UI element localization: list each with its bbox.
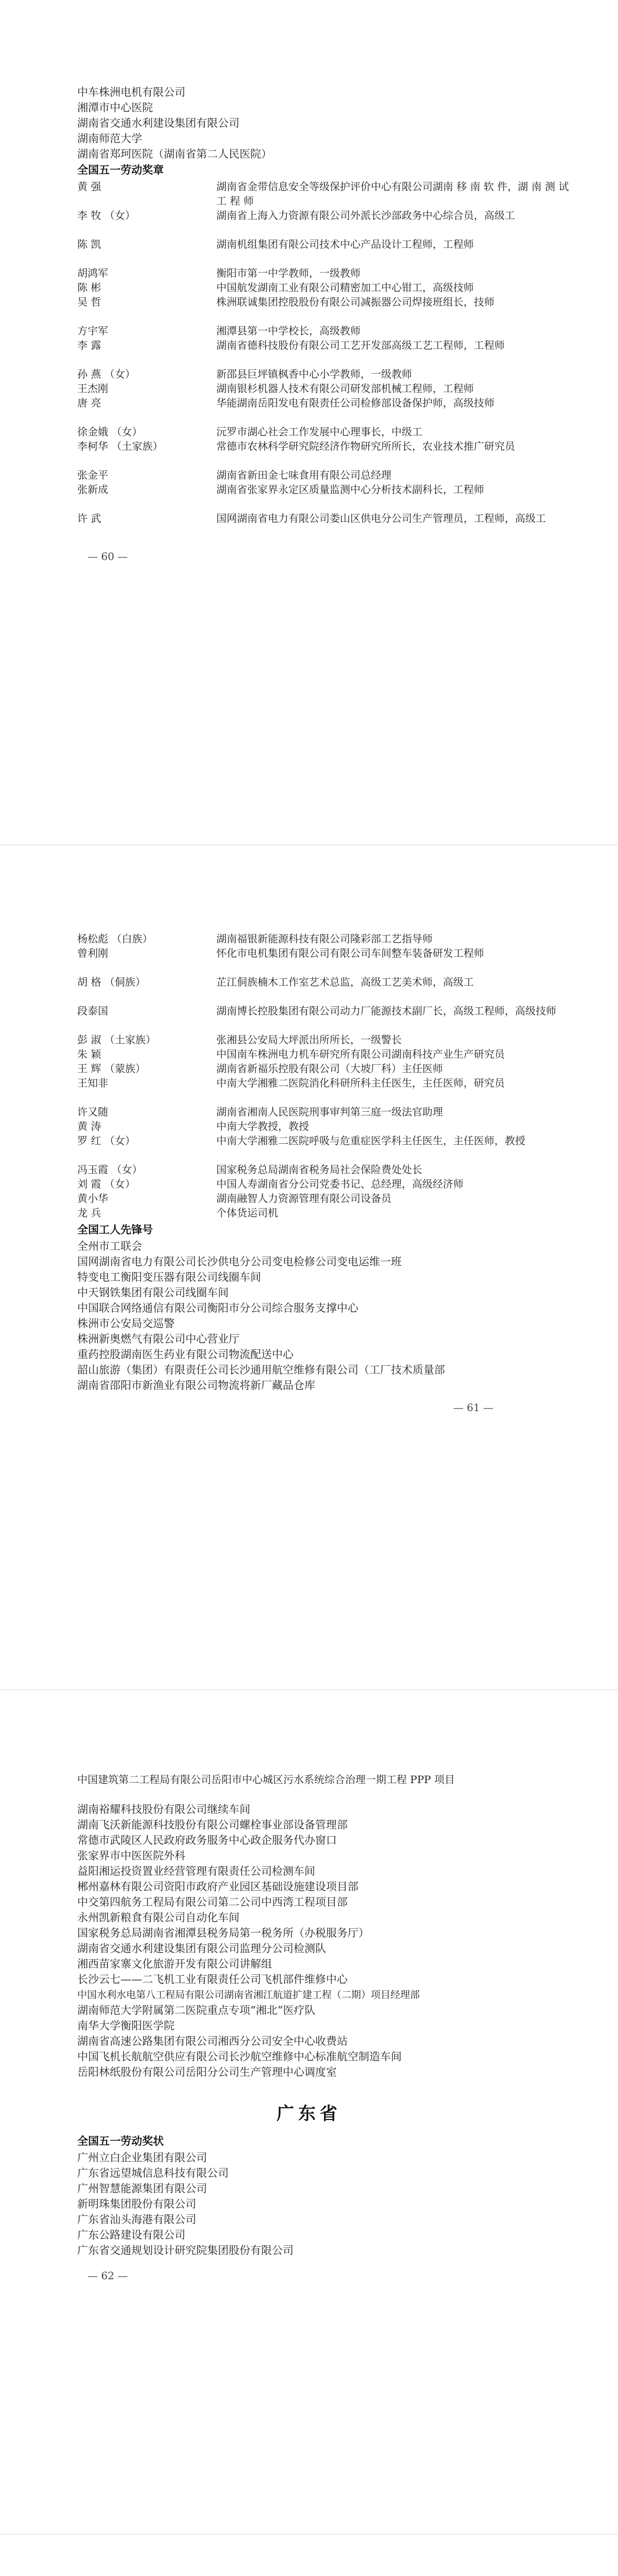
person-row — [77, 208, 572, 237]
person-row — [77, 975, 572, 1004]
org-line: 郴州嘉林有限公司资阳市政府产业园区基础设施建设项目部 — [77, 1880, 358, 1893]
section-heading: 全国五一劳动奖章 — [77, 164, 164, 176]
org-line: 湘潭市中心医院 — [77, 101, 153, 114]
org-line: 中国飞机长航航空供应有限公司长沙航空维修中心标准航空制造车间 — [77, 2050, 402, 2063]
person-name: 王 辉 （蒙族） — [77, 1062, 146, 1075]
person-title: 国网湖南省电力有限公司娄山区供电分公司生产管理员，工程师，高级工 — [216, 512, 546, 524]
org-line: 湘西苗家寨文化旅游开发有限公司讲解组 — [77, 1958, 272, 1970]
org-line: 重药控股湖南医生药业有限公司物流配送中心 — [77, 1348, 294, 1361]
person-name: 陈 彬 — [77, 281, 101, 294]
person-title: 湖南省新福乐控股有限公司（大坡厂科）主任医师 — [216, 1062, 443, 1075]
winner-line: 广东省汕头海港有限公司 — [77, 2213, 196, 2226]
province-heading: 广东省 — [277, 2104, 341, 2124]
person-title: 常德市农林科学研究院经济作物研究所所长，农业技术推广研究员 — [216, 440, 515, 452]
person-title: 个体货运司机 — [216, 1207, 278, 1219]
person-title: 中南大学教授，教授 — [216, 1120, 309, 1132]
section-heading: 全国工人先锋号 — [77, 1224, 153, 1236]
person-title: 湖南福银新能源科技有限公司隆彩部工艺指导师 — [216, 933, 433, 945]
person-row — [77, 1206, 572, 1220]
person-title: 湖南融智人力资源管理有限公司设备员 — [216, 1192, 391, 1205]
person-name: 黄 强 — [77, 180, 101, 193]
person-name: 吴 哲 — [77, 296, 101, 308]
person-title: 湘潭县第一中学校长，高级教师 — [216, 325, 360, 337]
person-title: 中国航发湖南工业有限公司精密加工中心钳工，高级技师 — [216, 281, 474, 294]
person-row — [77, 1032, 572, 1047]
person-name: 李柯华 （土家族） — [77, 440, 163, 452]
person-row — [77, 295, 572, 324]
person-name: 方宇军 — [77, 325, 108, 337]
person-row — [77, 946, 572, 975]
org-line: 株洲新奥燃气有限公司中心营业厅 — [77, 1333, 239, 1345]
person-name: 龙 兵 — [77, 1207, 101, 1219]
org-line: 常德市武陵区人民政府政务服务中心政企服务代办窗口 — [77, 1834, 337, 1846]
person-title: 国家税务总局湖南省税务局社会保险费处处长 — [216, 1163, 422, 1176]
org-line: 国网湖南省电力有限公司长沙供电分公司变电检修公司变电运维一班 — [77, 1256, 402, 1268]
org-line: 特变电工衡阳变压器有限公司线圈车间 — [77, 1271, 261, 1283]
person-row — [77, 1177, 572, 1191]
org-line: 韶山旅游（集团）有限责任公司长沙通用航空维修有限公司（工厂技术质量部 — [77, 1364, 445, 1376]
person-name: 段泰国 — [77, 1005, 108, 1017]
page-61 — [0, 845, 618, 1689]
person-title: 湖南银杉机器人技术有限公司研发部机械工程师，工程师 — [216, 382, 474, 395]
person-row — [77, 1191, 572, 1206]
org-line: 中国水利水电第八工程局有限公司湖南省湘江航道扩建工程（二期）项目经理部 — [77, 1989, 420, 2001]
org-line: 张家界市中医医院外科 — [77, 1850, 185, 1862]
person-name: 李 牧 （女） — [77, 209, 135, 222]
person-row — [77, 482, 572, 511]
person-title: 中国南车株洲电力机车研究所有限公司湖南科技产业生产研究员 — [216, 1048, 505, 1060]
person-row — [77, 381, 572, 396]
person-row — [77, 396, 572, 425]
person-row — [77, 1076, 572, 1105]
person-title: 湖南省上海入力资源有限公司外派长沙部政务中心综合员，高级工 — [216, 209, 515, 222]
person-name: 刘 霞 （女） — [77, 1178, 135, 1190]
org-line: 株洲市公安局交巡警 — [77, 1317, 175, 1330]
person-name: 李 露 — [77, 339, 101, 351]
winner-line: 广东省交通规划设计研究院集团股份有限公司 — [77, 2244, 294, 2257]
org-line: 中天钢铁集团有限公司线圈车间 — [77, 1286, 229, 1299]
org-line: 中车株洲电机有限公司 — [77, 86, 185, 98]
person-name: 黄小华 — [77, 1192, 108, 1205]
person-row — [77, 511, 572, 540]
person-row — [77, 931, 572, 946]
person-name: 朱 颖 — [77, 1048, 101, 1060]
person-name: 张新成 — [77, 483, 108, 496]
person-row — [77, 439, 572, 468]
person-title: 中南大学湘雅二医院消化科研所科主任医生，主任医师，研究员 — [216, 1077, 505, 1089]
person-row — [77, 1047, 572, 1061]
person-row — [77, 1162, 572, 1177]
page-number: — 62 — — [88, 2269, 128, 2282]
page-number: — 61 — — [453, 1401, 494, 1414]
page-number: — 60 — — [88, 550, 128, 563]
person-name: 彭 淑 （土家族） — [77, 1033, 156, 1046]
person-row — [77, 237, 572, 266]
person-name: 许 武 — [77, 512, 101, 524]
org-row — [77, 1772, 572, 1801]
person-name: 罗 红 （女） — [77, 1134, 135, 1147]
person-row — [77, 266, 572, 280]
winner-line: 广东省远望城信息科技有限公司 — [77, 2167, 229, 2179]
person-name: 冯玉霞 （女） — [77, 1163, 143, 1176]
person-title: 株洲联诚集团控股股份有限公司减振器公司焊接班组长，技师 — [216, 296, 494, 308]
person-title: 怀化市电机集团有限公司有限公司车间整车装备研发工程师 — [216, 947, 484, 959]
org-line: 湖南省邵阳市新渔业有限公司物流将新厂藏品仓库 — [77, 1379, 315, 1392]
person-row — [77, 338, 572, 367]
person-name: 杨松彪 （白族） — [77, 933, 153, 945]
person-name: 黄 涛 — [77, 1120, 101, 1132]
person-name: 徐金娥 （女） — [77, 426, 143, 438]
person-title: 芷江侗族楠木工作室艺术总监，高级工艺美术师，高级工 — [216, 976, 474, 988]
org-line: 永州凯新粮食有限公司自动化车间 — [77, 1911, 239, 1924]
page-60 — [0, 0, 618, 844]
org-line: 国家税务总局湖南省湘潭县税务局第一税务所（办税服务厅） — [77, 1927, 369, 1939]
org-line: 湖南省交通水利建设集团有限公司 — [77, 117, 239, 129]
winner-line: 广州立白企业集团有限公司 — [77, 2151, 207, 2164]
winner-line: 广州智慧能源集团有限公司 — [77, 2182, 207, 2195]
person-title: 中南大学湘雅二医院呼吸与危重症医学科主任医生，主任医师，教授 — [216, 1134, 525, 1147]
person-row — [77, 179, 572, 208]
person-row — [77, 1061, 572, 1076]
person-row — [77, 367, 572, 381]
org-line: 南华大学衡阳医学院 — [77, 2020, 175, 2032]
person-row — [77, 1133, 572, 1162]
person-title: 中国人寿湖南省分公司党委书记、总经理，高级经济师 — [216, 1178, 464, 1190]
org-line: 长沙云七——二飞机工业有限责任公司飞机部件维修中心 — [77, 1973, 348, 1986]
org-line: 湖南师范大学附属第二医院重点专项“湘北”医疗队 — [77, 2004, 316, 2016]
org-line: 中交第四航务工程局有限公司第二公司中西湾工程项目部 — [77, 1896, 348, 1908]
person-name: 张金平 — [77, 469, 108, 481]
person-row — [77, 280, 572, 295]
person-row — [77, 1105, 572, 1119]
org-line: 岳阳林纸股份有限公司岳阳分公司生产管理中心调度室 — [77, 2066, 337, 2078]
person-name: 孙 燕 （女） — [77, 368, 135, 380]
org-line: 湖南省交通水利建设集团有限公司监理分公司检测队 — [77, 1942, 326, 1955]
person-row — [77, 324, 572, 338]
org-line: 益阳湘运投资置业经营管理有限责任公司检测车间 — [77, 1865, 315, 1877]
winner-line: 广东公路建设有限公司 — [77, 2229, 185, 2241]
section-heading: 全国五一劳动奖状 — [77, 2135, 164, 2147]
org-line: 中国联合网络通信有限公司衡阳市分公司综合服务支撑中心 — [77, 1302, 358, 1314]
person-row — [77, 1119, 572, 1133]
org-line: 中国建筑第二工程局有限公司岳阳市中心城区污水系统综合治理一期工程 PPP 项目 — [77, 1773, 455, 1786]
person-title: 新邵县巨坪镇枫香中心小学教师，一级教师 — [216, 368, 412, 380]
person-title: 张湘县公安局大坪派出所所长，一级警长 — [216, 1033, 402, 1046]
person-title: 华能湖南岳阳发电有限责任公司检修部设备保护师，高级技师 — [216, 397, 494, 409]
person-title: 湖南省湘南人民医院刑事审判第三庭一级法官助理 — [216, 1106, 443, 1118]
person-row — [77, 468, 572, 482]
winner-line: 新明珠集团股份有限公司 — [77, 2198, 196, 2210]
person-name: 胡 格 （侗族） — [77, 976, 146, 988]
person-name: 曾利刚 — [77, 947, 108, 959]
org-line: 湖南飞沃新能源科技股份有限公司螺栓事业部设备管理部 — [77, 1819, 348, 1831]
person-title: 沅罗市湖心社会工作发展中心理事长，中级工 — [216, 426, 422, 438]
person-title: 衡阳市第一中学教师，一级教师 — [216, 267, 360, 279]
person-name: 王知非 — [77, 1077, 108, 1089]
page-62 — [0, 1690, 618, 2534]
person-title: 湖南省金带信息安全等级保护评价中心有限公司湖南 移 南 软 件，湖 南 测 试 工 程 师 — [216, 180, 569, 207]
org-line: 湖南省郑珂医院（湖南省第二人民医院） — [77, 148, 272, 160]
person-row — [77, 1004, 572, 1032]
person-title: 湖南机组集团有限公司技术中心产品设计工程师，工程师 — [216, 238, 474, 250]
person-name: 王杰刚 — [77, 382, 108, 395]
person-title: 湖南省新田金七味食用有限公司总经理 — [216, 469, 391, 481]
org-line: 湖南省高速公路集团有限公司湘西分公司安全中心收费站 — [77, 2035, 348, 2047]
org-line: 湖南裕耀科技股份有限公司继续车间 — [77, 1803, 250, 1816]
org-line: 全州市工联会 — [77, 1240, 142, 1252]
person-name: 许又随 — [77, 1106, 108, 1118]
org-line: 湖南师范大学 — [77, 132, 142, 145]
page-63 — [0, 2534, 618, 2576]
person-name: 陈 凯 — [77, 238, 101, 250]
person-row — [77, 425, 572, 439]
person-title: 湖南博长控股集团有限公司动力厂能源技术副厂长，高级工程师，高级技师 — [216, 1005, 556, 1017]
person-title: 湖南省张家界永定区质量监测中心分析技术副科长，工程师 — [216, 483, 484, 496]
person-title: 湖南省德科技股份有限公司工艺开发部高级工艺工程师，工程师 — [216, 339, 505, 351]
person-name: 唐 亮 — [77, 397, 101, 409]
person-name: 胡鸿军 — [77, 267, 108, 279]
